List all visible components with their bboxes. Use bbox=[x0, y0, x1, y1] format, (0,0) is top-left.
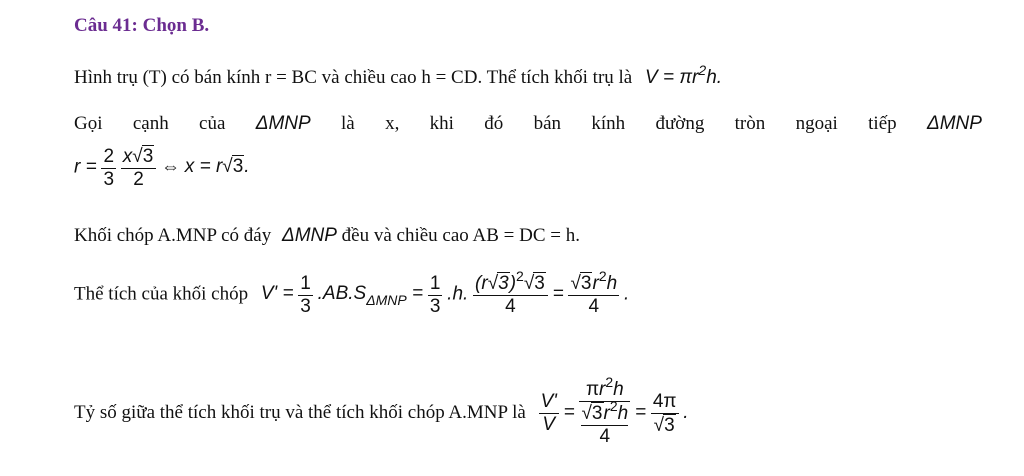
cylinder-text: Hình trụ (T) có bán kính r = BC và chiều cao h = CD. Thể tích khối trụ là bbox=[74, 67, 633, 88]
line-pyramid-volume: Thể tích của khối chóp V' = $\frac{1}{3}$ $.AB.S_{\Delta MNP}$ = $\frac{1}{3}$ .h. $\frac{(r√3)^2√3}{4}$ = $\frac{√3r^2h}{4}$ . bbox=[74, 268, 630, 317]
word: Gọi bbox=[74, 113, 103, 134]
fraction-r-sqrt3-squared: $\frac{(r√3)^2√3}{4}$ bbox=[473, 272, 548, 318]
fraction-pi-r2h-over-frac: $\pi r^2h$ $√3r^2h$ 4 bbox=[581, 374, 629, 447]
word: cạnh bbox=[132, 113, 169, 134]
line-pyramid-base bbox=[74, 225, 580, 247]
pyramid-text-after: đều và chiều cao AB = DC = h. bbox=[341, 225, 580, 246]
fraction-x-sqrt3-2: $\frac{x√3}{2}$ bbox=[121, 145, 157, 191]
word: tiếp bbox=[868, 113, 897, 134]
line-radius-relation: r = $\frac{2}{3}$ $\frac{x√3}{2}$ ⇔ x = r√3. bbox=[74, 145, 250, 190]
line-volume-ratio: Tỷ số giữa thể tích khối trụ và thể tích khối chóp A.MNP là $\frac{V'}{V}$ = $\pi r^2h$ $√3r^2h$ 4 = $\frac{4\pi}{√3}$ . bbox=[74, 374, 689, 447]
word: kính bbox=[591, 113, 626, 134]
word: x, bbox=[385, 113, 400, 134]
word: ngoại bbox=[795, 113, 838, 134]
word: đó bbox=[484, 113, 504, 134]
word: ΔMNP bbox=[255, 113, 311, 134]
word: khi bbox=[429, 113, 454, 134]
word: bán bbox=[533, 113, 562, 134]
line-side-x bbox=[74, 113, 982, 135]
word: là bbox=[341, 113, 355, 134]
triangle-symbol: ΔMNP bbox=[281, 225, 337, 246]
pyramid-text-before: Khối chóp A.MNP có đáy bbox=[74, 225, 272, 246]
word: ΔMNP bbox=[926, 113, 982, 134]
line-cylinder-volume bbox=[74, 62, 723, 89]
question-title: Câu 41: Chọn B. bbox=[74, 15, 210, 36]
word: của bbox=[199, 113, 226, 134]
cylinder-volume-formula: $V = \pi r^2h$. bbox=[645, 62, 723, 88]
fraction-2-3: $\frac{2}{3}$ bbox=[103, 145, 115, 190]
pyramid-volume-text: Thể tích của khối chóp bbox=[74, 283, 249, 305]
word: tròn bbox=[734, 113, 766, 134]
ratio-text: Tỷ số giữa thể tích khối trụ và thể tích khối chóp A.MNP là bbox=[74, 401, 526, 423]
word: đường bbox=[655, 113, 705, 134]
